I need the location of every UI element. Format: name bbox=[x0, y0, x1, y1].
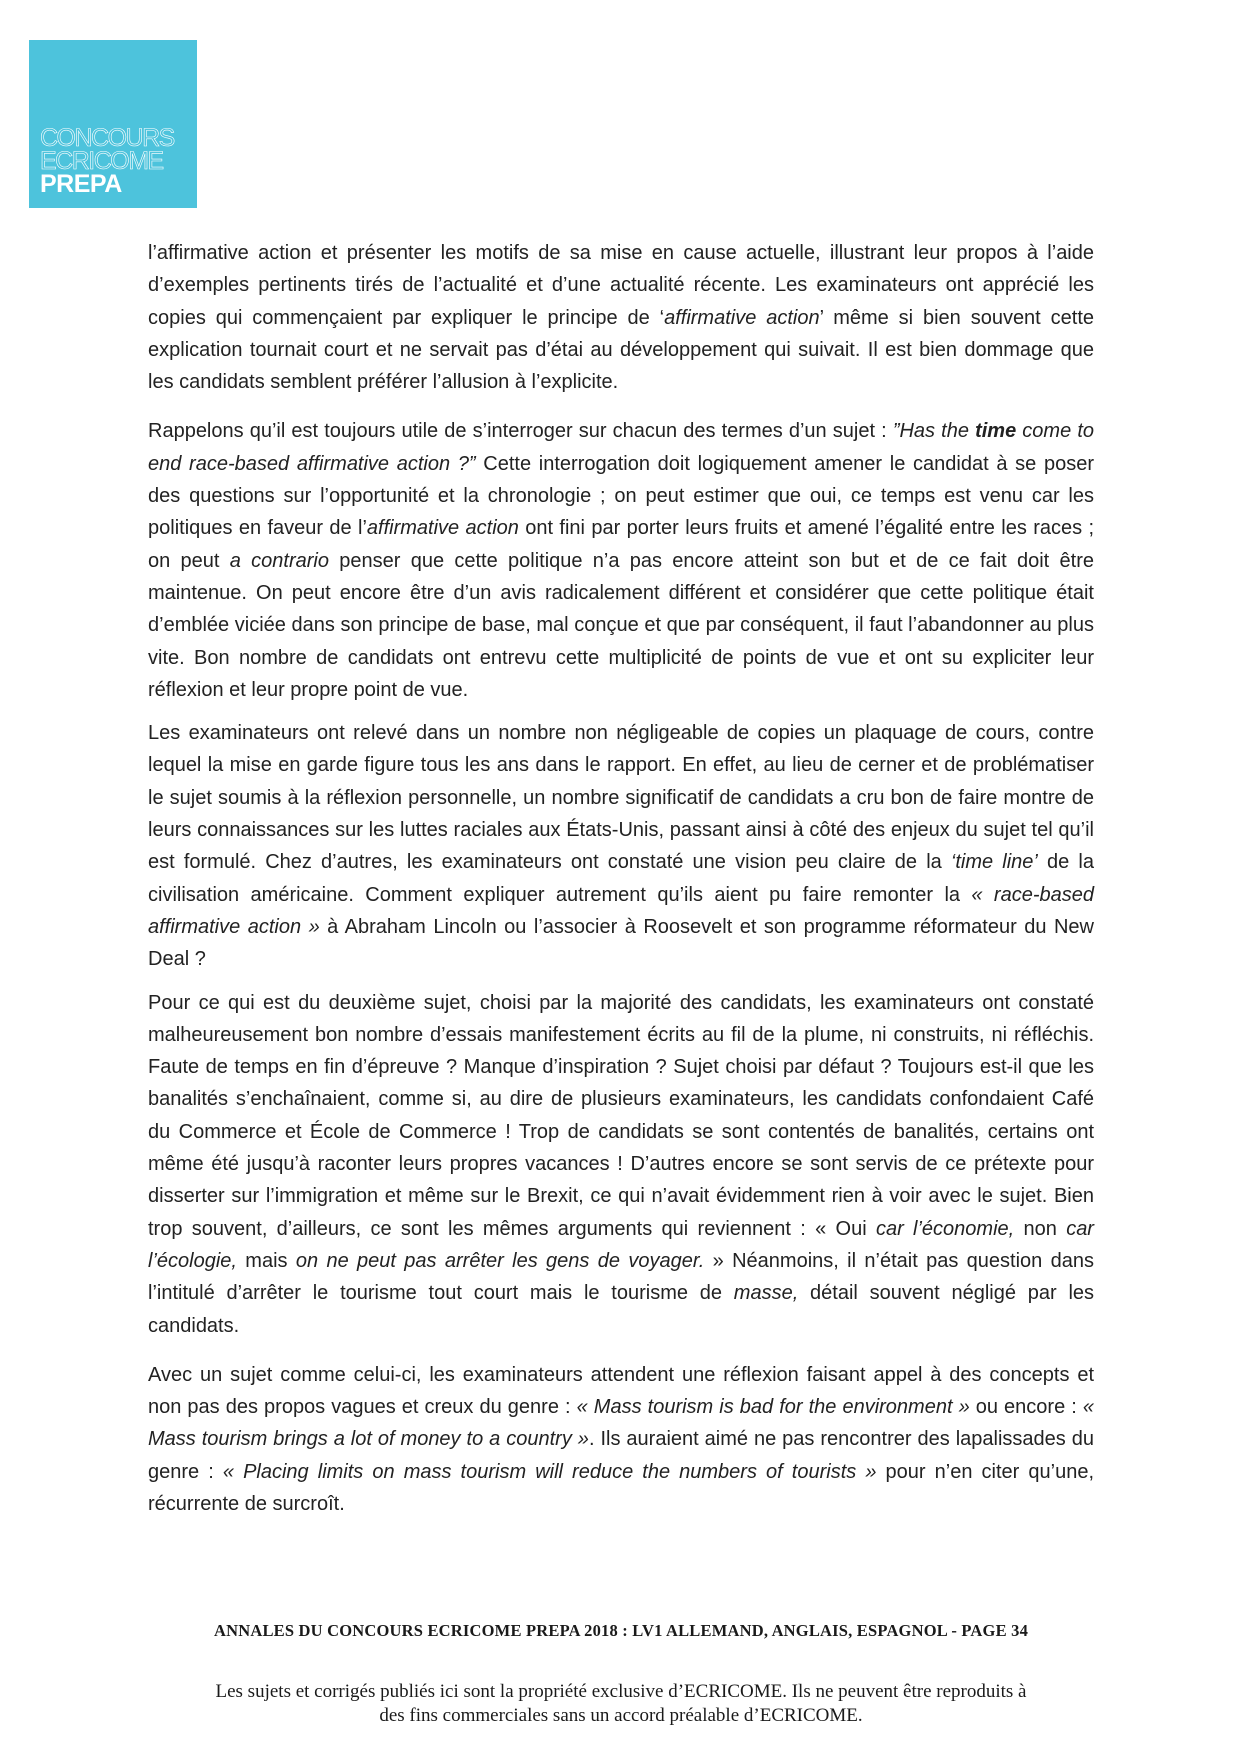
text-run: Pour ce qui est du deuxième sujet, choisi par la majorité des candidats, les examinateurs ont constaté malheureusement bon nombre d’essais manifestement écrits au fil de la plume, ni construits, ni réfléchis. Faute de temps en fin d’épreuve ? Manque d’inspiration ? Sujet choisi par défaut ? Toujours est-il que les banalités s’enchaînaient, comme si, au dire de plusieurs examinateurs, les candidats confondaient Café du Commerce et École de Commerce ! Trop de candidats se sont contentés de banalités, certains ont même été jusqu’à raconter leurs propres vacances ! D’autres encore se sont servis de ce prétexte pour disserter sur l’immigration et même sur le Brexit, ce qui n’avait évidemment rien à voir avec le sujet. Bien trop souvent, d’ailleurs, ce sont les mêmes arguments qui reviennent : « Oui bbox=[148, 991, 1094, 1240]
text-run: Les examinateurs ont relevé dans un nombre non négligeable de copies un plaquage de cours, contre lequel la mise en garde figure tous les ans dans le rapport. En effet, au lieu de cerner et de problématiser le sujet soumis à la réflexion personnelle, un nombre significatif de candidats a cru bon de faire montre de leurs connaissances sur les luttes raciales aux États-Unis, passant ainsi à côté des enjeux du sujet tel qu’il est formulé. Chez d’autres, les examinateurs ont constaté une vision peu claire de la bbox=[148, 722, 1094, 874]
italic-run: « Mass tourism brings a lot of money to a country » bbox=[148, 1396, 1094, 1451]
text-run: détail souvent négligé par les candidats. bbox=[148, 1282, 1095, 1337]
italic-run: a contrario bbox=[229, 549, 329, 572]
footer-page-title: ANNALES DU CONCOURS ECRICOME PREPA 2018 : LV1 ALLEMAND, ANGLAIS, ESPAGNOL - PAGE 34 bbox=[213, 1621, 1029, 1640]
text-run: à Abraham Lincoln ou l’associer à Roosevelt et son programme réformateur du New Deal ? bbox=[148, 915, 1094, 971]
italic-run: « Mass tourism is bad for the environment » bbox=[576, 1396, 970, 1419]
text-run: Avec un sujet comme celui-ci, les examinateurs attendent une réflexion faisant appel à des concepts et non pas des propos vagues et creux du genre : bbox=[148, 1363, 1094, 1419]
paragraph-4 bbox=[148, 987, 1094, 1342]
logo-line-ecricome: ECRICOME bbox=[40, 147, 163, 175]
italic-run: affirmative action bbox=[664, 306, 820, 329]
text-run: Cette interrogation doit logiquement amener le candidat à se poser des questions sur l’opportunité et la chronologie ; on peut estimer que oui, ce temps est venu car les politiques en faveur de l’ bbox=[148, 452, 1095, 540]
footer-note-line-1: Les sujets et corrigés publiés ici sont la propriété exclusive d’ECRICOME. Ils ne peuvent être reproduits à bbox=[215, 1681, 1027, 1702]
text-run: l’affirmative action et présenter les motifs de sa mise en cause actuelle, illustrant leur propos à l’aide d’exemples pertinents tirés de l’actualité et d’une actualité récente. Les examinateurs ont apprécié les copies qui commençaient par expliquer le principe de ‘ bbox=[148, 242, 1094, 329]
text-run: ou encore : bbox=[969, 1396, 1083, 1419]
report-body bbox=[148, 237, 1094, 1520]
text-run: mais bbox=[236, 1249, 296, 1272]
text-run: » Néanmoins, il n’était pas question dans l’intitulé d’arrêter le tourisme tout court mais le tourisme de bbox=[148, 1249, 1094, 1305]
footer-copyright-note bbox=[148, 1680, 1094, 1728]
paragraph-2 bbox=[148, 415, 1094, 706]
text-run: pour n’en citer qu’une, récurrente de surcroît. bbox=[148, 1460, 1094, 1515]
italic-run: on ne peut pas arrêter les gens de voyager. bbox=[295, 1249, 705, 1272]
text-run: non bbox=[1014, 1217, 1067, 1240]
text-run: . Ils auraient aimé ne pas rencontrer des lapalissades du genre : bbox=[148, 1428, 1094, 1483]
logo-line-concours: CONCOURS bbox=[40, 124, 174, 152]
text-run: de la civilisation américaine. Comment expliquer autrement qu’ils aient pu faire remonter la bbox=[148, 851, 1094, 906]
bold-italic-run: time bbox=[975, 420, 1017, 443]
text-run: ’ même si bien souvent cette explication tournait court et ne servait pas d’étai au développement qui suivait. Il est bien dommage que les candidats semblent préférer l’allusion à l’explicite. bbox=[148, 306, 1094, 394]
italic-run: come to end race-based affirmative action ?” bbox=[148, 420, 1094, 475]
logo-line-prepa: PREPA bbox=[40, 170, 122, 198]
italic-run: ‘time line’ bbox=[950, 851, 1038, 874]
italic-run: « race-based affirmative action » bbox=[148, 883, 1094, 938]
italic-run: affirmative action bbox=[366, 517, 519, 540]
italic-run: ”Has the bbox=[892, 420, 976, 443]
italic-run: car l’économie, bbox=[875, 1217, 1015, 1240]
paragraph-5 bbox=[148, 1359, 1094, 1520]
italic-run: « Placing limits on mass tourism will reduce the numbers of tourists » bbox=[222, 1460, 877, 1483]
paragraph-3 bbox=[148, 717, 1094, 975]
footer-note-line-2: des fins commerciales sans un accord préalable d’ECRICOME. bbox=[379, 1705, 863, 1726]
paragraph-1 bbox=[148, 237, 1094, 398]
ecricome-logo bbox=[29, 40, 197, 208]
text-run: ont fini par porter leurs fruits et amené l’égalité entre les races ; on peut bbox=[148, 517, 1095, 572]
italic-run: car l’écologie, bbox=[148, 1217, 1094, 1272]
text-run: penser que cette politique n’a pas encore atteint son but et de ce fait doit être maintenue. On peut encore être d’un avis radicalement différent et considérer que cette politique était d’emblée viciée dans son principe de base, mal conçue et que par conséquent, il faut l’abandonner au plus vite. Bon nombre de candidats ont entrevu cette multiplicité de points de vue et ont su expliciter leur réflexion et leur propre point de vue. bbox=[148, 549, 1094, 701]
text-run: Rappelons qu’il est toujours utile de s’interroger sur chacun des termes d’un sujet : bbox=[148, 420, 893, 443]
italic-run: masse, bbox=[733, 1282, 799, 1305]
